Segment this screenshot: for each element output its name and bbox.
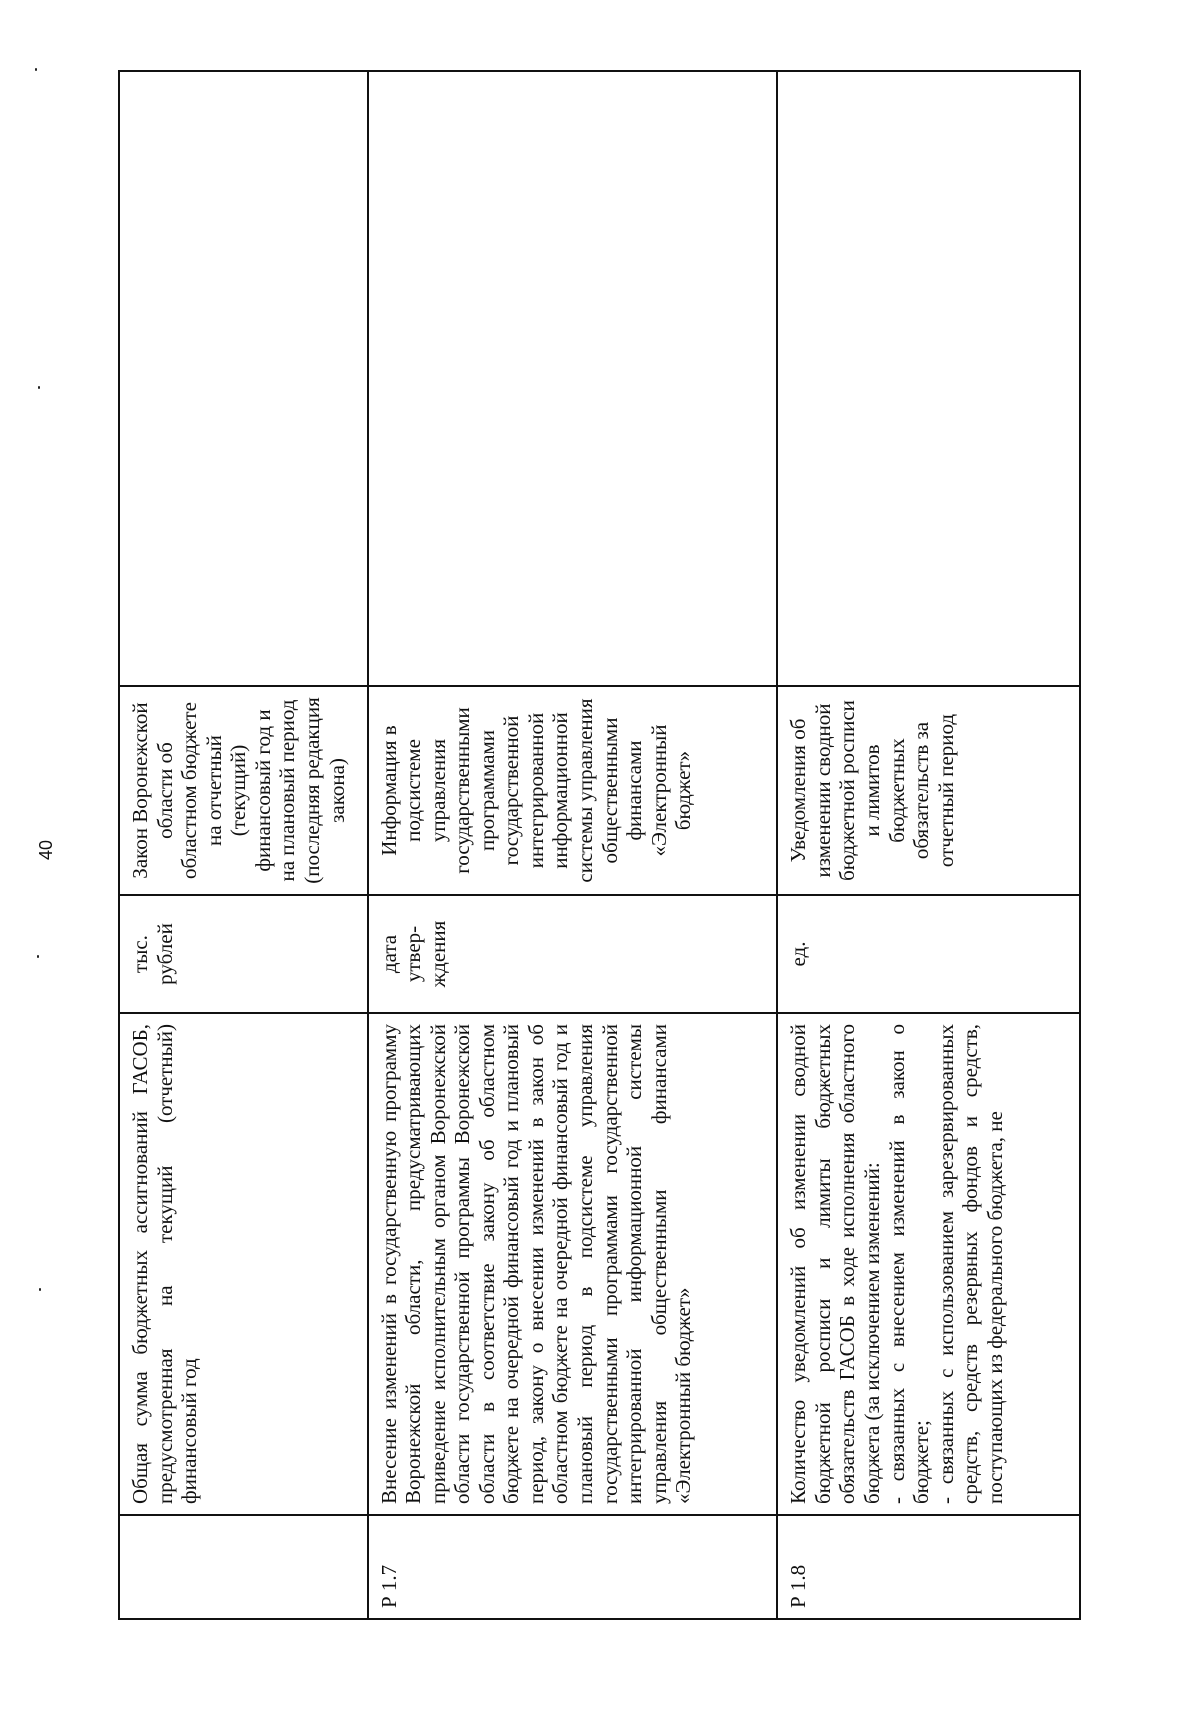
table-row <box>368 71 778 1619</box>
row-note <box>777 71 1080 686</box>
page-number: 40 <box>36 839 56 861</box>
row-name-line: - связанных с внесением изменений в закон о бюджете; <box>884 1024 934 1504</box>
scan-speck <box>38 386 40 389</box>
row-code: Р 1.7 <box>368 1515 778 1619</box>
rotated-table-wrapper <box>118 70 1081 1620</box>
scan-speck <box>37 955 39 958</box>
row-name: Внесение изменений в государственную программу Воронежской области, предусматривающих приведение исполнительным органом Воронежской области государственной программы Воронежской области в соответствие закону об областном бюджете на очередной финансовый год и плановый период, закону о внесении изменений в закон об областном бюджете на очередной финансовый год и плановый период в подсистеме управления государственными программами государственной интегрированной информационной системы управления общественными финансами «Электронный бюджет» <box>368 1013 778 1515</box>
row-name-line: Количество уведомлений об изменении сводной бюджетной росписи и лимиты бюджетных обязательств ГАСОБ в ходе исполнения областного бюджета (за исключением изменений: <box>786 1024 885 1504</box>
table-row <box>119 71 368 1619</box>
row-note <box>368 71 778 686</box>
row-name-line: - связанных с использованием зарезервированных средств, средств резервных фондов и средств, поступающих из федерального бюджета, не <box>933 1024 1007 1504</box>
row-unit: тыс. рублей <box>119 895 368 1013</box>
indicator-table <box>118 70 1081 1620</box>
scan-speck <box>35 68 37 71</box>
row-code <box>119 1515 368 1619</box>
row-source: Информация в подсистеме управления государственными программами государственной интегрированной информационной системы управления общественными финансами «Электронный бюджет» <box>368 686 778 895</box>
row-unit: дата утвер-ждения <box>368 895 778 1013</box>
scan-speck <box>39 1288 41 1291</box>
table-row <box>777 71 1080 1619</box>
row-source: Уведомления об изменении сводной бюджетной росписи и лимитов бюджетных обязательств за отчетный период <box>777 686 1080 895</box>
row-unit: ед. <box>777 895 1080 1013</box>
row-code: Р 1.8 <box>777 1515 1080 1619</box>
row-note <box>119 71 368 686</box>
row-name: Общая сумма бюджетных ассигнований ГАСОБ, предусмотренная на текущий (отчетный) финансовый год <box>119 1013 368 1515</box>
row-source: Закон Воронежской области об областном бюджете на отчетный (текущий) финансовый год и на плановый период (последняя редакция закона) <box>119 686 368 895</box>
row-name <box>777 1013 1080 1515</box>
